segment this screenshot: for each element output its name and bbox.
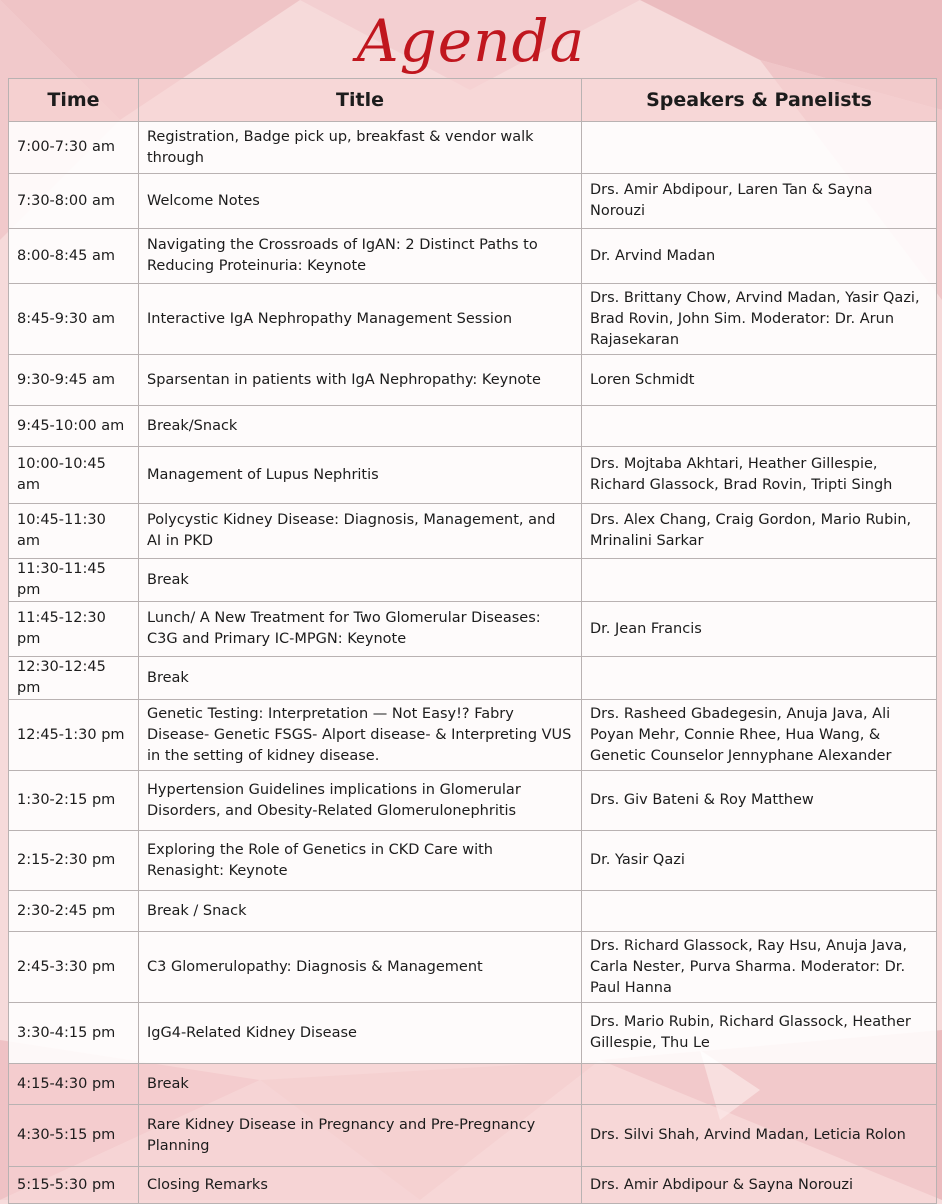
session-speakers: Drs. Amir Abdipour & Sayna Norouzi bbox=[582, 1167, 937, 1204]
table-row bbox=[9, 831, 937, 891]
session-time: 4:30-5:15 pm bbox=[9, 1105, 139, 1167]
table-row bbox=[9, 700, 937, 771]
session-title: Break bbox=[139, 559, 582, 602]
table-row bbox=[9, 932, 937, 1003]
session-time: 11:45-12:30 pm bbox=[9, 602, 139, 657]
session-time: 3:30-4:15 pm bbox=[9, 1003, 139, 1064]
session-time: 5:15-5:30 pm bbox=[9, 1167, 139, 1204]
table-row bbox=[9, 447, 937, 504]
session-title: Registration, Badge pick up, breakfast & vendor walk through bbox=[139, 122, 582, 174]
session-time: 11:30-11:45 pm bbox=[9, 559, 139, 602]
table-row bbox=[9, 1064, 937, 1105]
session-title: Rare Kidney Disease in Pregnancy and Pre-Pregnancy Planning bbox=[139, 1105, 582, 1167]
session-title: Closing Remarks bbox=[139, 1167, 582, 1204]
session-speakers: Dr. Yasir Qazi bbox=[582, 831, 937, 891]
table-row bbox=[9, 559, 937, 602]
session-time: 12:30-12:45 pm bbox=[9, 657, 139, 700]
session-speakers: Drs. Amir Abdipour, Laren Tan & Sayna Norouzi bbox=[582, 174, 937, 229]
session-title: IgG4-Related Kidney Disease bbox=[139, 1003, 582, 1064]
session-time: 7:00-7:30 am bbox=[9, 122, 139, 174]
session-title: Break / Snack bbox=[139, 891, 582, 932]
session-time: 2:15-2:30 pm bbox=[9, 831, 139, 891]
session-speakers: Drs. Rasheed Gbadegesin, Anuja Java, Ali Poyan Mehr, Connie Rhee, Hua Wang, & Genetic Counselor Jennyphane Alexander bbox=[582, 700, 937, 771]
column-header-title: Title bbox=[139, 79, 582, 122]
agenda-heading: Agenda bbox=[356, 7, 586, 75]
table-row bbox=[9, 406, 937, 447]
session-time: 7:30-8:00 am bbox=[9, 174, 139, 229]
session-title: Welcome Notes bbox=[139, 174, 582, 229]
table-row bbox=[9, 1003, 937, 1064]
table-row bbox=[9, 504, 937, 559]
session-time: 4:15-4:30 pm bbox=[9, 1064, 139, 1105]
table-row bbox=[9, 122, 937, 174]
session-time: 10:45-11:30 am bbox=[9, 504, 139, 559]
table-row bbox=[9, 771, 937, 831]
session-speakers bbox=[582, 122, 937, 174]
table-row bbox=[9, 284, 937, 355]
session-title: Hypertension Guidelines implications in Glomerular Disorders, and Obesity-Related Glomerulonephritis bbox=[139, 771, 582, 831]
session-time: 9:45-10:00 am bbox=[9, 406, 139, 447]
session-title: Interactive IgA Nephropathy Management Session bbox=[139, 284, 582, 355]
session-speakers: Dr. Arvind Madan bbox=[582, 229, 937, 284]
column-header-speakers: Speakers & Panelists bbox=[582, 79, 937, 122]
session-time: 10:00-10:45 am bbox=[9, 447, 139, 504]
session-speakers bbox=[582, 1064, 937, 1105]
agenda-body bbox=[9, 122, 937, 1204]
session-speakers: Drs. Silvi Shah, Arvind Madan, Leticia Rolon bbox=[582, 1105, 937, 1167]
session-speakers bbox=[582, 406, 937, 447]
session-title: Break/Snack bbox=[139, 406, 582, 447]
table-row bbox=[9, 229, 937, 284]
session-title: Polycystic Kidney Disease: Diagnosis, Management, and AI in PKD bbox=[139, 504, 582, 559]
session-speakers bbox=[582, 891, 937, 932]
session-time: 1:30-2:15 pm bbox=[9, 771, 139, 831]
session-speakers: Drs. Giv Bateni & Roy Matthew bbox=[582, 771, 937, 831]
table-row bbox=[9, 1167, 937, 1204]
session-speakers: Drs. Brittany Chow, Arvind Madan, Yasir Qazi, Brad Rovin, John Sim. Moderator: Dr. Arun Rajasekaran bbox=[582, 284, 937, 355]
session-speakers: Loren Schmidt bbox=[582, 355, 937, 406]
column-header-time: Time bbox=[9, 79, 139, 122]
table-row bbox=[9, 174, 937, 229]
session-time: 12:45-1:30 pm bbox=[9, 700, 139, 771]
session-speakers: Drs. Richard Glassock, Ray Hsu, Anuja Java, Carla Nester, Purva Sharma. Moderator: Dr. Paul Hanna bbox=[582, 932, 937, 1003]
session-title: Management of Lupus Nephritis bbox=[139, 447, 582, 504]
table-row bbox=[9, 1105, 937, 1167]
session-title: Navigating the Crossroads of IgAN: 2 Distinct Paths to Reducing Proteinuria: Keynote bbox=[139, 229, 582, 284]
session-speakers: Dr. Jean Francis bbox=[582, 602, 937, 657]
table-row bbox=[9, 891, 937, 932]
session-time: 2:30-2:45 pm bbox=[9, 891, 139, 932]
table-row bbox=[9, 355, 937, 406]
session-speakers: Drs. Mario Rubin, Richard Glassock, Heather Gillespie, Thu Le bbox=[582, 1003, 937, 1064]
table-row bbox=[9, 602, 937, 657]
session-speakers: Drs. Alex Chang, Craig Gordon, Mario Rubin, Mrinalini Sarkar bbox=[582, 504, 937, 559]
session-time: 8:00-8:45 am bbox=[9, 229, 139, 284]
session-title: Genetic Testing: Interpretation — Not Easy!? Fabry Disease- Genetic FSGS- Alport disease- & Interpreting VUS in the setting of kidney disease. bbox=[139, 700, 582, 771]
agenda-table bbox=[8, 78, 937, 1204]
session-title: Sparsentan in patients with IgA Nephropathy: Keynote bbox=[139, 355, 582, 406]
session-speakers: Drs. Mojtaba Akhtari, Heather Gillespie, Richard Glassock, Brad Rovin, Tripti Singh bbox=[582, 447, 937, 504]
session-speakers bbox=[582, 657, 937, 700]
session-time: 8:45-9:30 am bbox=[9, 284, 139, 355]
session-time: 9:30-9:45 am bbox=[9, 355, 139, 406]
session-title: Break bbox=[139, 1064, 582, 1105]
session-title: C3 Glomerulopathy: Diagnosis & Management bbox=[139, 932, 582, 1003]
session-time: 2:45-3:30 pm bbox=[9, 932, 139, 1003]
session-title: Lunch/ A New Treatment for Two Glomerular Diseases: C3G and Primary IC-MPGN: Keynote bbox=[139, 602, 582, 657]
session-title: Exploring the Role of Genetics in CKD Care with Renasight: Keynote bbox=[139, 831, 582, 891]
header-row bbox=[9, 79, 937, 122]
session-speakers bbox=[582, 559, 937, 602]
session-title: Break bbox=[139, 657, 582, 700]
table-row bbox=[9, 657, 937, 700]
